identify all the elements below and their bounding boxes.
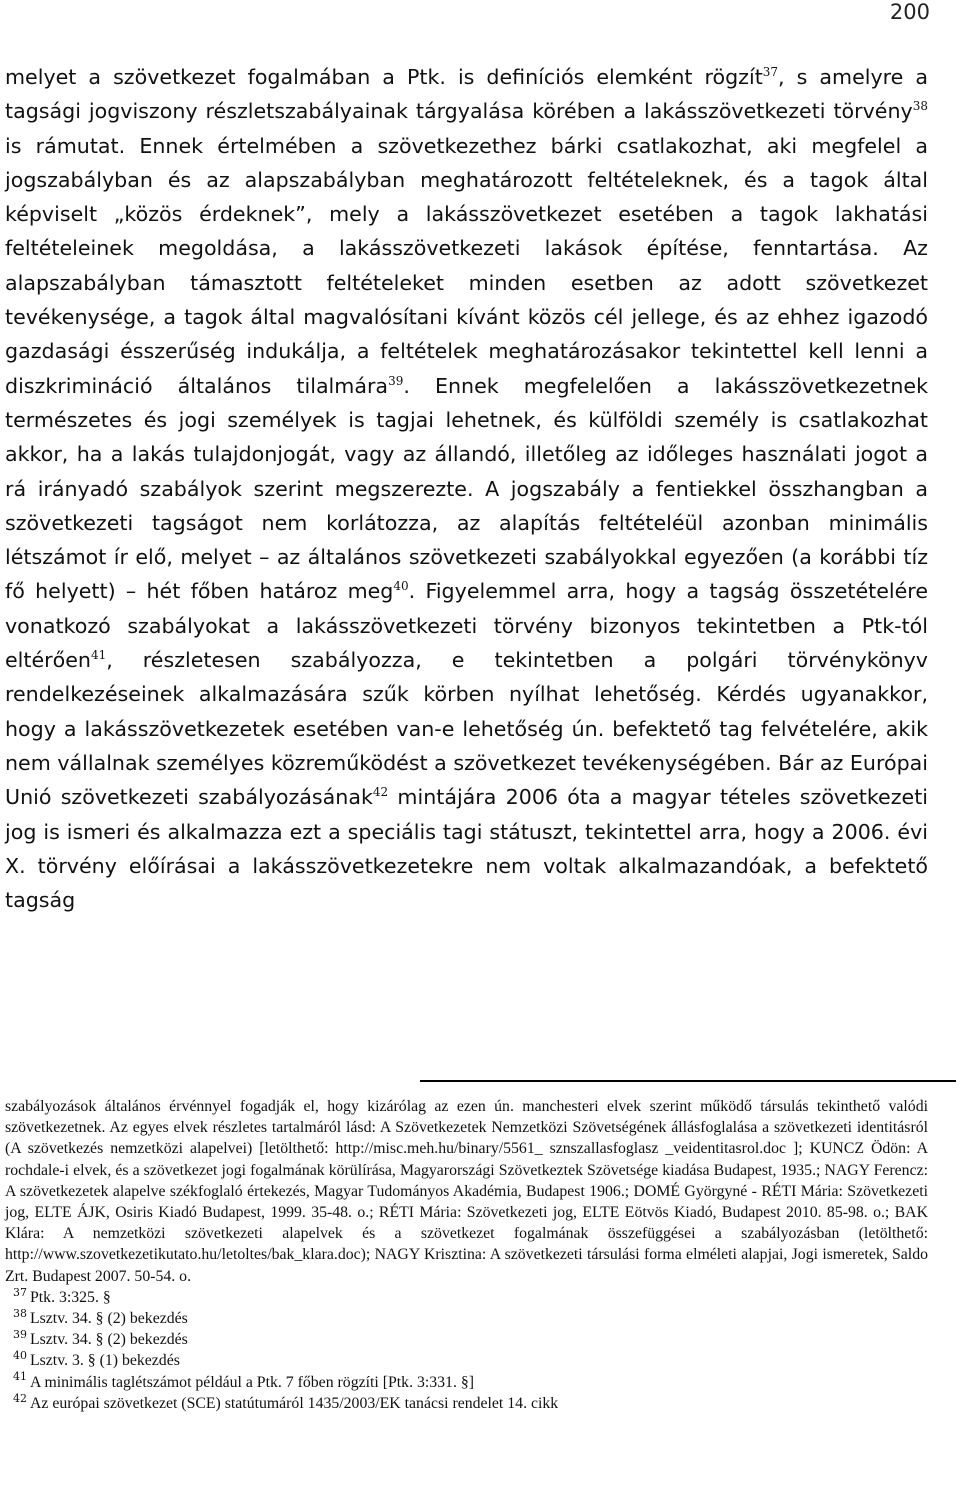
footnote-ref-39[interactable]: 39 — [388, 373, 404, 388]
footnote-ref-42[interactable]: 42 — [372, 785, 389, 800]
body-paragraph — [5, 60, 928, 917]
footnote-ref-41[interactable]: 41 — [90, 648, 107, 663]
footnote-text: Ptk. 3:325. § — [30, 1288, 111, 1306]
footnotes — [5, 1096, 928, 1414]
footnote-37 — [5, 1287, 928, 1308]
footnote-number: 39 — [13, 1327, 27, 1341]
footnote-39 — [5, 1329, 928, 1350]
body-text-segment: , részletesen szabályozza, e tekintetben a polgári törvénykönyv rendelkezéseinek alkalmazására szűk körben nyílhat lehetőség. Kérdés ugyanakkor, hogy a lakásszövetkezetek esetében van-e lehetőség ún. befektető tag felvételére, akik nem vállalnak személyes közreműködést a szövetkezet tevékenységében. Bár az Európai Unió szövetkezeti szabályozásának — [5, 648, 928, 810]
body-text-segment: mintájára 2006 óta a magyar tételes szövetkezeti jog is ismeri és alkalmazza ezt a speciális tagi státuszt, tekintettel arra, hogy a 2006. évi X. törvény előírásai a lakásszövetkezetekre nem voltak alkalmazandóak, a befektető tagság — [5, 785, 929, 913]
footnote-separator — [420, 1080, 956, 1082]
footnote-continuation: szabályozások általános érvénnyel fogadják el, hogy kizárólag az ezen ún. manchesteri elvek szerint működő társulás tekinthető valódi szövetkezetnek. Az egyes elvek részletes tartalmáról lásd: A Szövetkezetek Nemzetközi Szövetségének állásfoglalása a szövetkezeti identitásról (A szövetkezés nemzetközi alapelvei) [letölthető: http://misc.meh.hu/binary/5561_ sznszallasfoglasz _veidentitasrol.doc ]; KUNCZ Ödön: A rochdale-i elvek, és a szövetkezet jogi fogalmának körülírása, Magyarországi Szövetkeztek Szövetsége kiadása Budapest, 1935.; NAGY Ferencz: A szövetkezetek alapelve székfoglaló értekezés, Magyar Tudományos Akadémia, Budapest 1906.; DOMÉ Györgyné - RÉTI Mária: Szövetkezeti jog, ELTE ÁJK, Osiris Kiadó Budapest, 1999. 35-48. o.; RÉTI Mária: Szövetkezeti jog, ELTE Eötvös Kiadó, Budapest 2010. 85-98. o.; BAK Klára: A nemzetközi szövetkezeti alapelvek és a szövetkezet fogalmának összefüggései a szabályozásban (letölthető: http://www.szovetkezetikutato.hu/letoltes/bak_klara.doc); NAGY Krisztina: A szövetkezeti társulási forma elméleti alapjai, Jogi ismeretek, Saldo Zrt. Budapest 2007. 50-54. o. — [5, 1098, 928, 1285]
footnote-text: Az európai szövetkezet (SCE) statútumáról 1435/2003/EK tanácsi rendelet 14. cikk — [30, 1394, 559, 1412]
footnote-40 — [5, 1350, 928, 1371]
footnote-number: 38 — [13, 1306, 27, 1320]
footnote-ref-40[interactable]: 40 — [393, 579, 409, 594]
footnote-text: A minimális taglétszámot például a Ptk. 7 főben rögzíti [Ptk. 3:331. §] — [30, 1373, 475, 1391]
footnote-38 — [5, 1308, 928, 1329]
footnote-41 — [5, 1372, 928, 1393]
body-text-segment: melyet a szövetkezet fogalmában a Ptk. is definíciós elemként rögzít — [5, 65, 763, 89]
footnote-text: Lsztv. 34. § (2) bekezdés — [30, 1331, 188, 1349]
footnote-number: 40 — [13, 1349, 27, 1363]
page-number: 200 — [889, 0, 930, 24]
footnote-number: 41 — [13, 1370, 27, 1384]
body-text-segment: is rámutat. Ennek értelmében a szövetkezethez bárki csatlakozhat, aki megfelel a jogszabályban és az alapszabályban meghatározott feltételeknek, és a tagok által képviselt „közös érdeknek”, mely a lakásszövetkezet esetében a tagok lakhatási feltételeinek megoldása, a lakásszövetkezeti lakások építése, fenntartása. Az alapszabályban támasztott feltételeket minden esetben az adott szövetkezet tevékenysége, a tagok által magvalósítani kívánt közös cél jellege, és az ehhez igazodó gazdasági ésszerűség indukálja, a feltételek meghatározásakor tekintettel kell lenni a diszkrimináció általános tilalmára — [5, 133, 928, 398]
footnote-42 — [5, 1393, 928, 1414]
body-text-segment: . Ennek megfelelően a lakásszövetkezetnek természetes és jogi személyek is tagjai lehetnek, és külföldi személy is csatlakozhat akkor, ha a lakás tulajdonjogát, vagy az állandó, illetőleg az időleges használati jogot a rá irányadó szabályok szerint megszerezte. A jogszabály a fentiekkel összhangban a szövetkezeti tagságot nem korlátozza, az alapítás feltételéül azonban minimális létszámot ír elő, melyet – az általános szövetkezeti szabályokkal egyezően (a korábbi tíz fő helyett) – hét főben határoz meg — [5, 373, 929, 604]
footnote-text: Lsztv. 34. § (2) bekezdés — [30, 1310, 188, 1328]
footnote-ref-38[interactable]: 38 — [912, 99, 928, 114]
footnote-ref-37[interactable]: 37 — [762, 65, 779, 80]
footnote-text: Lsztv. 3. § (1) bekezdés — [30, 1352, 180, 1370]
body-text-segment: . Figyelemmel arra, hogy a tagság összetételére vonatkozó szabályokat a lakásszövetkezeti törvény bizonyos tekintetben a Ptk-tól eltérően — [5, 579, 928, 673]
body-text-segment: , s amelyre a tagsági jogviszony részletszabályainak tárgyalása körében a lakásszövetkezeti törvény — [5, 65, 928, 124]
footnote-number: 42 — [13, 1391, 27, 1405]
footnote-number: 37 — [13, 1285, 27, 1299]
